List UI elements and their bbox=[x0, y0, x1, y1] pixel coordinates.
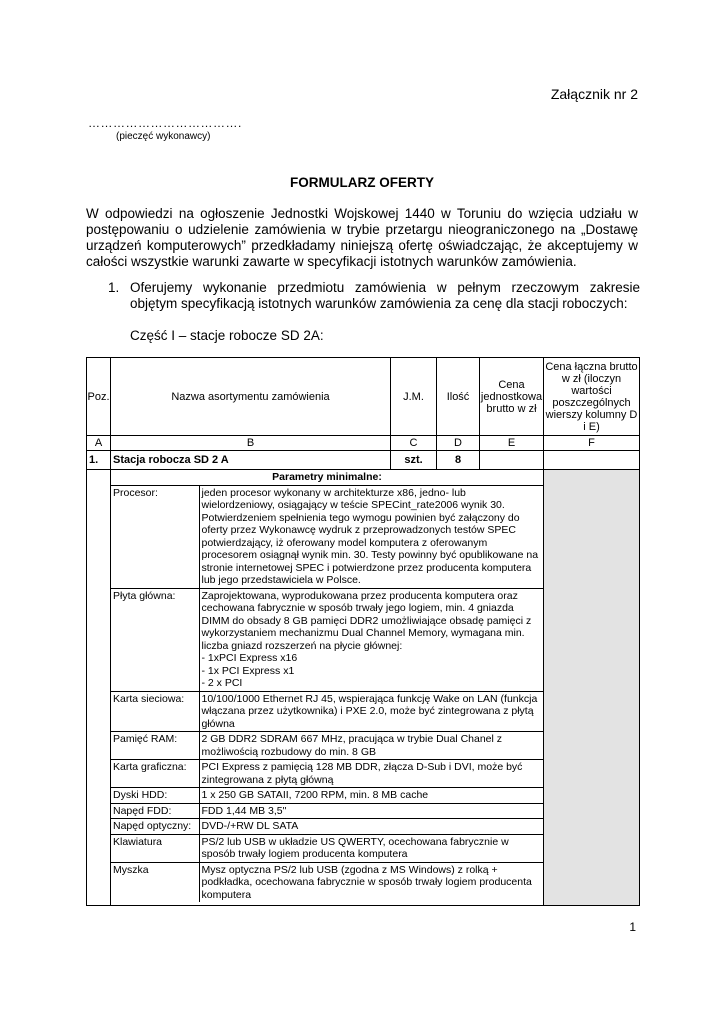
header-jm: J.M. bbox=[391, 358, 437, 436]
stamp-placeholder: ………………………………. bbox=[88, 116, 242, 130]
header-unit-price: Cena jednostkowa brutto w zł bbox=[480, 358, 544, 436]
stamp-caption: (pieczęć wykonawcy) bbox=[116, 131, 211, 142]
column-letter: B bbox=[111, 436, 391, 451]
params-container bbox=[111, 470, 544, 906]
total-price-shaded-cell bbox=[544, 470, 640, 906]
param-label: Napęd FDD: bbox=[111, 803, 199, 819]
param-value: Mysz optyczna PS/2 lub USB (zgodna z MS Windows) z rolką + podkładka, ocechowana fabrycznie w sposób trwały logiem producenta komputera bbox=[199, 862, 543, 902]
item-total-price-cell[interactable] bbox=[544, 451, 640, 470]
item-poz: 1. bbox=[87, 451, 111, 470]
param-row bbox=[111, 732, 543, 760]
item-unit-price-cell[interactable] bbox=[480, 451, 544, 470]
param-row bbox=[111, 803, 543, 819]
column-letter: C bbox=[391, 436, 437, 451]
column-letter: F bbox=[544, 436, 640, 451]
point-1 bbox=[108, 280, 640, 312]
offer-table bbox=[86, 357, 640, 906]
params-title: Parametry minimalne: bbox=[111, 470, 543, 485]
param-row bbox=[111, 691, 543, 732]
param-value: PCI Express z pamięcią 128 MB DDR, złącza D-Sub i DVI, może być zintegrowana z płytą główną bbox=[199, 760, 543, 788]
item-name: Stacja robocza SD 2 A bbox=[111, 451, 391, 470]
param-row bbox=[111, 760, 543, 788]
param-value: 10/100/1000 Ethernet RJ 45, wspierająca funkcję Wake on LAN (funkcja włączana przez użytkownika) i PXE 2.0, może być zintegrowana z płytą główna bbox=[199, 691, 543, 732]
column-letter: E bbox=[480, 436, 544, 451]
param-label: Procesor: bbox=[111, 485, 199, 588]
param-label: Pamięć RAM: bbox=[111, 732, 199, 760]
param-value: 1 x 250 GB SATAII, 7200 RPM, min. 8 MB cache bbox=[199, 788, 543, 804]
param-label: Dyski HDD: bbox=[111, 788, 199, 804]
param-value bbox=[199, 588, 543, 691]
param-row bbox=[111, 862, 543, 902]
header-name: Nazwa asortymentu zamówienia bbox=[111, 358, 391, 436]
param-value-text: jeden procesor wykonany w architekturze x86, jedno- lub wielordzeniowy, osiągający w teście SPECint_rate2006 wynik 30. Potwierdzeniem spełnienia tego wymogu powinien być załączony do oferty przez Wykonawcę wydruk z przeprowadzonych testów SPEC potwierdzający, iż oferowany model komputera z oferowanym procesorem osiągnął wynik min. 30. Testy powinny być opublikowane na stronie internetowej SPEC i potwierdzone przez producenta komputera lub jego przedstawiciela w Polsce. bbox=[201, 486, 539, 586]
param-label: Płyta główna: bbox=[111, 588, 199, 691]
annex-label: Załącznik nr 2 bbox=[550, 86, 638, 102]
point-1-text: Oferujemy wykonanie przedmiotu zamówienia w pełnym rzeczowym zakresie objętym specyfikacją istotnych warunków zamówienia za cenę dla stacji roboczych: bbox=[130, 280, 640, 311]
param-row bbox=[111, 834, 543, 862]
param-row bbox=[111, 788, 543, 804]
header-qty: Ilość bbox=[437, 358, 480, 436]
item-qty: 8 bbox=[437, 451, 480, 470]
part-heading: Część I – stacje robocze SD 2A: bbox=[130, 328, 324, 343]
header-poz: Poz. bbox=[87, 358, 111, 436]
page-number: 1 bbox=[629, 920, 636, 934]
params-table bbox=[111, 470, 543, 902]
param-value: PS/2 lub USB w układzie US QWERTY, ocechowana fabrycznie w sposób trwały logiem producenta komputera bbox=[199, 834, 543, 862]
param-value: 2 GB DDR2 SDRAM 667 MHz, pracująca w trybie Dual Chanel z możliwością rozbudowy do min. 8 GB bbox=[199, 732, 543, 760]
param-label: Myszka bbox=[111, 862, 199, 902]
column-letter: D bbox=[437, 436, 480, 451]
header-total-price: Cena łączna brutto w zł (iloczyn wartości poszczególnych wierszy kolumny D i E) bbox=[544, 358, 640, 436]
intro-paragraph: W odpowiedzi na ogłoszenie Jednostki Wojskowej 1440 w Toruniu do wzięcia udziału w postępowaniu o udzielenie zamówienia w trybie przetargu nieograniczonego na „Dostawę urządzeń komputerowych” przedkładamy niniejszą ofertę oświadczając, że akceptujemy w całości wszystkie warunki zawarte w specyfikacji istotnych warunków zamówienia. bbox=[86, 206, 638, 269]
point-1-number: 1. bbox=[108, 280, 120, 295]
param-row bbox=[111, 485, 543, 588]
param-value: DVD-/+RW DL SATA bbox=[199, 819, 543, 835]
param-value bbox=[199, 485, 543, 588]
param-value-text: Zaprojektowana, wyprodukowana przez producenta komputera oraz cechowana fabrycznie w sposób trwały jego logiem, min. 4 gniazda DIMM do obsady 8 GB pamięci DDR2 umożliwiające obsadę pamięci z wykorzystaniem mechanizmu Dual Channel Memory, wymagana min. liczba gniazd rozszerzeń na płycie głównej: - 1xPCI Express x16 - 1x PCI Express x1 - 2 x PCI bbox=[201, 589, 532, 689]
param-row bbox=[111, 588, 543, 691]
param-label: Klawiatura bbox=[111, 834, 199, 862]
param-value: FDD 1,44 MB 3,5" bbox=[199, 803, 543, 819]
document-title: FORMULARZ OFERTY bbox=[290, 175, 434, 190]
item-jm: szt. bbox=[391, 451, 437, 470]
params-spacer bbox=[87, 470, 111, 906]
column-letter: A bbox=[87, 436, 111, 451]
param-label: Karta sieciowa: bbox=[111, 691, 199, 732]
param-label: Karta graficzna: bbox=[111, 760, 199, 788]
param-row bbox=[111, 819, 543, 835]
param-label: Napęd optyczny: bbox=[111, 819, 199, 835]
